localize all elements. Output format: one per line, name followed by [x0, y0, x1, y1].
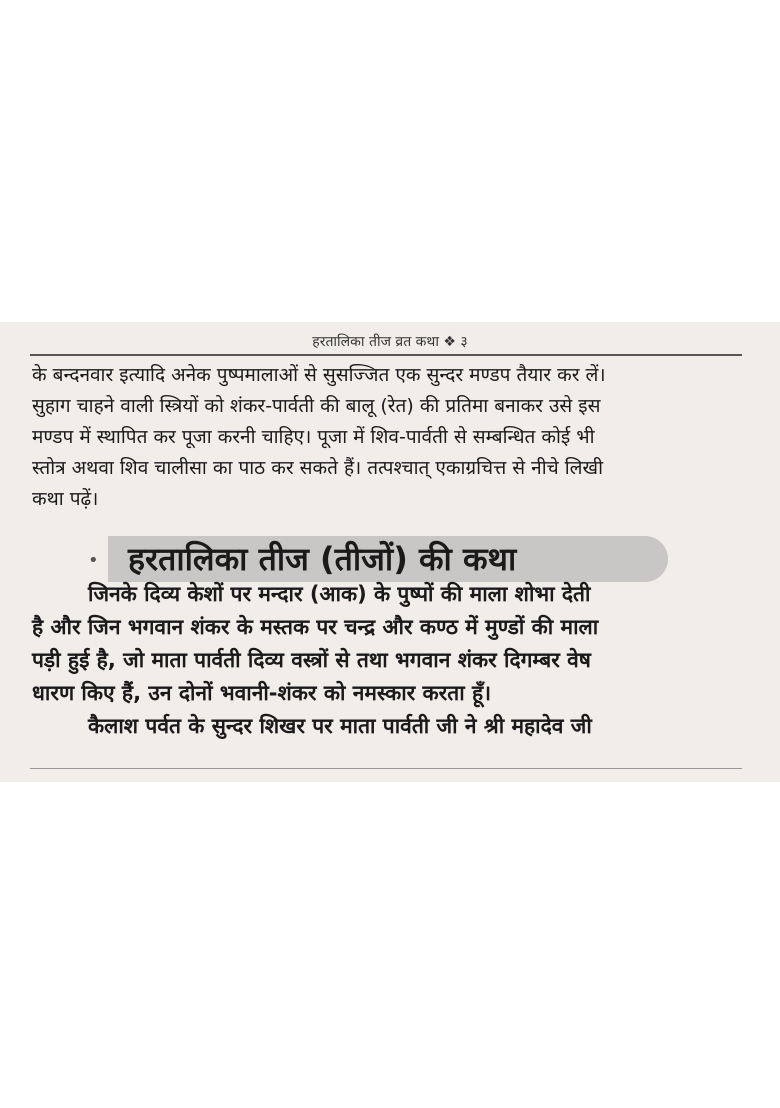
story-line: कैलाश पर्वत के सुन्दर शिखर पर माता पार्वती जी ने श्री महादेव जी [88, 714, 592, 738]
bottom-rule [30, 768, 742, 769]
bullet-dot-icon: • [88, 550, 99, 571]
story-paragraph [32, 578, 744, 743]
intro-line: कथा पढ़ें। [32, 488, 99, 510]
intro-line: सुहाग चाहने वाली स्त्रियों को शंकर-पार्वती की बालू (रेत) की प्रतिमा बनाकर उसे इस [32, 395, 601, 417]
story-line: धारण किए हैं, उन दोनों भवानी-शंकर को नमस्कार करता हूँ। [32, 681, 492, 705]
scanned-page [0, 322, 780, 782]
story-line: है और जिन भगवान शंकर के मस्तक पर चन्द्र और कण्ठ में मुण्डों की माला [32, 615, 599, 639]
intro-paragraph [32, 360, 744, 515]
running-header: हरतालिका तीज व्रत कथा ❖ ३ [312, 334, 468, 350]
story-line: पड़ी हुई है, जो माता पार्वती दिव्य वस्त्रों से तथा भगवान शंकर दिगम्बर वेष [32, 648, 591, 672]
section-heading: हरतालिका तीज (तीजों) की कथा [128, 540, 517, 578]
intro-line: स्तोत्र अथवा शिव चालीसा का पाठ कर सकते हैं। तत्पश्चात् एकाग्रचित्त से नीचे लिखी [32, 457, 603, 479]
intro-line: के बन्दनवार इत्यादि अनेक पुष्पमालाओं से सुसज्जित एक सुन्दर मण्डप तैयार कर लें। [32, 364, 606, 386]
header-rule [30, 354, 742, 356]
intro-line: मण्डप में स्थापित कर पूजा करनी चाहिए। पूजा में शिव-पार्वती से सम्बन्धित कोई भी [32, 426, 595, 448]
story-line: जिनके दिव्य केशों पर मन्दार (आक) के पुष्पों की माला शोभा देती [88, 582, 591, 606]
